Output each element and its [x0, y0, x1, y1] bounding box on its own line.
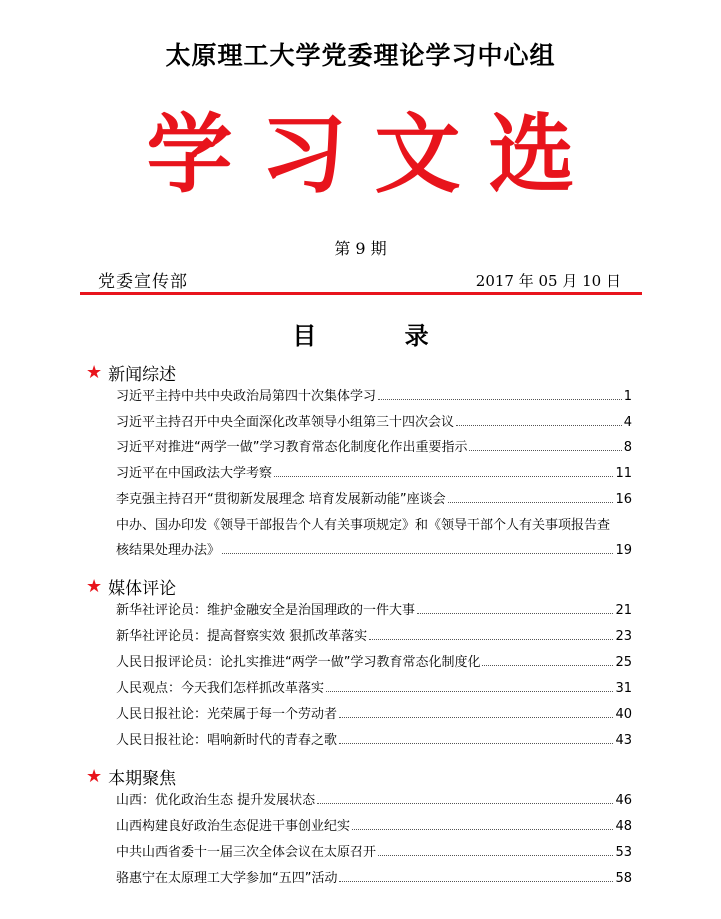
toc-entry-page: 53	[615, 845, 632, 860]
issue-number: 第 9 期	[334, 239, 387, 258]
toc-entry-title: 人民日报评论员：论扎实推进“两学一做”学习教育常态化制度化	[116, 655, 481, 670]
toc-entry[interactable]	[116, 386, 632, 404]
toc-entry-page: 46	[615, 793, 632, 808]
section-heading-label: 新闻综述	[108, 365, 177, 385]
toc-entry-title: 人民日报社论：光荣属于每一个劳动者	[116, 707, 338, 722]
toc-entry-title: 山西：优化政治生态 提升发展状态	[116, 793, 316, 808]
toc-entry-page: 58	[615, 871, 632, 886]
publication-date: 2017 年 05 月 10 日	[475, 272, 621, 290]
toc-entry-page: 1	[623, 389, 632, 404]
section-heading-focus	[86, 764, 176, 789]
toc-entry-page: 40	[615, 707, 632, 722]
toc-entry[interactable]	[116, 730, 632, 748]
masthead-title: 学习文选	[146, 104, 603, 205]
toc-entry[interactable]	[116, 626, 632, 644]
leader-dots	[482, 664, 613, 666]
toc-entry-page: 21	[615, 603, 632, 618]
organization-title: 太原理工大学党委理论学习中心组	[165, 41, 556, 70]
department-name: 党委宣传部	[98, 272, 188, 292]
toc-entry[interactable]	[116, 678, 632, 696]
toc-entry-title: 中共山西省委十一届三次全体会议在太原召开	[116, 845, 377, 860]
leader-dots	[222, 552, 613, 554]
header-divider	[80, 292, 642, 295]
leader-dots	[448, 501, 614, 503]
toc-entry[interactable]	[116, 842, 632, 860]
section-heading-label: 媒体评论	[108, 579, 177, 599]
toc-entry-page: 8	[623, 440, 632, 455]
toc-entry[interactable]	[116, 600, 632, 618]
leader-dots	[339, 716, 613, 718]
toc-entry-page: 4	[623, 415, 632, 430]
leader-dots	[274, 475, 613, 477]
leader-dots	[469, 449, 621, 451]
toc-entry-page: 23	[615, 629, 632, 644]
section-heading-news	[86, 360, 176, 385]
toc-entry-page: 16	[615, 492, 632, 507]
toc-entry-title: 习近平主持召开中央全面深化改革领导小组第三十四次会议	[116, 415, 455, 430]
leader-dots	[317, 802, 613, 804]
toc-entry-title: 习近平在中国政法大学考察	[116, 466, 273, 481]
leader-dots	[339, 880, 613, 882]
leader-dots	[369, 638, 613, 640]
toc-entry-title: 新华社评论员：维护金融安全是治国理政的一件大事	[116, 603, 416, 618]
toc-entry-title: 山西构建良好政治生态促进干事创业纪实	[116, 819, 351, 834]
toc-entry-title: 人民日报社论：唱响新时代的青春之歌	[116, 733, 338, 748]
toc-entry-title: 习近平主持中共中央政治局第四十次集体学习	[116, 389, 377, 404]
star-icon: ★	[86, 362, 103, 383]
toc-entry[interactable]	[116, 816, 632, 834]
toc-entry[interactable]	[116, 489, 632, 507]
toc-entry-page: 19	[615, 543, 632, 558]
toc-entry-title: 人民观点：今天我们怎样抓改革落实	[116, 681, 325, 696]
toc-entry-title-line1[interactable]: 中办、国办印发《领导干部报告个人有关事项规定》和《领导干部个人有关事项报告查	[116, 518, 611, 533]
toc-entry[interactable]	[116, 868, 632, 886]
leader-dots	[339, 742, 613, 744]
toc-entry-title: 新华社评论员：提高督察实效 狠抓改革落实	[116, 629, 368, 644]
star-icon: ★	[86, 576, 103, 597]
toc-entry-page: 25	[615, 655, 632, 670]
toc-title: 目 录	[292, 321, 469, 350]
toc-entry[interactable]	[116, 652, 632, 670]
leader-dots	[378, 854, 613, 856]
toc-entry-page: 48	[615, 819, 632, 834]
leader-dots	[352, 828, 613, 830]
toc-entry[interactable]	[116, 790, 632, 808]
leader-dots	[456, 424, 622, 426]
leader-dots	[378, 398, 622, 400]
toc-entry-title: 习近平对推进“两学一做”学习教育常态化制度化作出重要指示	[116, 440, 468, 455]
leader-dots	[417, 612, 613, 614]
toc-entry-title: 骆惠宁在太原理工大学参加“五四”活动	[116, 871, 338, 886]
star-icon: ★	[86, 766, 103, 787]
toc-entry-title: 核结果处理办法》	[116, 543, 221, 558]
toc-entry[interactable]	[116, 540, 632, 558]
section-heading-media	[86, 574, 176, 599]
toc-entry[interactable]	[116, 704, 632, 722]
toc-entry-page: 43	[615, 733, 632, 748]
leader-dots	[326, 690, 613, 692]
toc-entry[interactable]	[116, 412, 632, 430]
toc-entry-page: 31	[615, 681, 632, 696]
toc-entry-title: 李克强主持召开“贯彻新发展理念 培育发展新动能”座谈会	[116, 492, 446, 507]
toc-entry-page: 11	[615, 466, 632, 481]
toc-entry[interactable]	[116, 437, 632, 455]
section-heading-label: 本期聚焦	[108, 769, 177, 789]
toc-entry[interactable]	[116, 463, 632, 481]
